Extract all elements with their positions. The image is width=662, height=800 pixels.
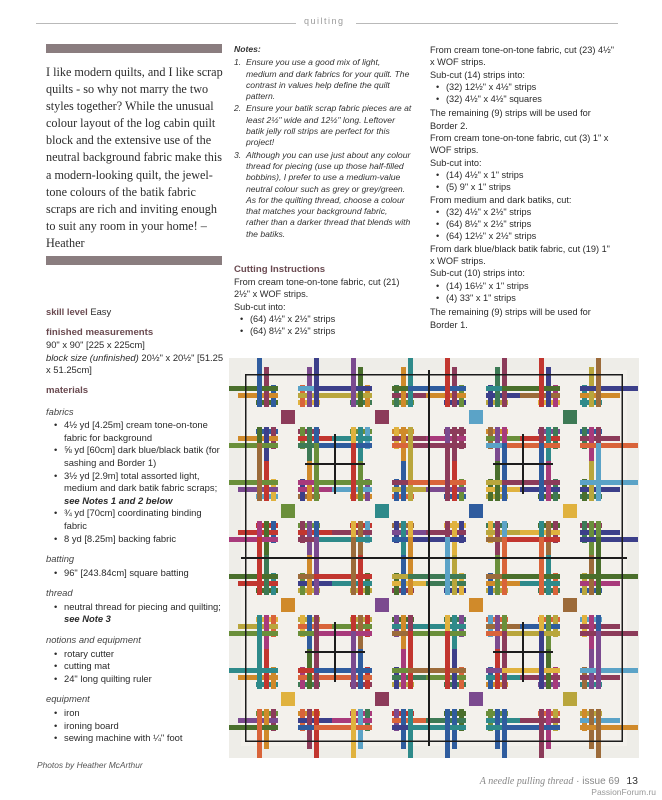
fabrics-list <box>46 419 224 545</box>
cutting-continued-column <box>430 44 615 331</box>
thread-list <box>46 601 224 626</box>
quilt-patch <box>596 443 601 501</box>
finished-size: 90" x 90" [225 x 225cm] <box>46 339 145 351</box>
quilt-patch <box>257 709 262 758</box>
list-item: • cutting mat <box>54 660 224 673</box>
quilt-patch <box>563 692 577 706</box>
list-item: • ironing board <box>54 720 224 733</box>
quilt-patch <box>314 725 372 730</box>
quilt-patch <box>408 386 466 391</box>
list-item: • neutral thread for piecing and quilting; see Note 3 <box>54 601 224 626</box>
quilt-patch <box>351 709 356 758</box>
quilt-patch <box>229 537 278 542</box>
quilt-patch <box>502 443 560 448</box>
list-item: • 24" long quilting ruler <box>54 673 224 686</box>
quilt-patch <box>314 537 319 595</box>
quilt-patch <box>408 631 413 689</box>
photo-credit: Photos by Heather McArthur <box>37 760 143 770</box>
page-number: 13 <box>626 775 638 787</box>
cut-paragraph: From dark blue/black batik fabric, cut (19) 1" x WOF strips. <box>430 243 610 267</box>
quilt-patch <box>622 374 624 742</box>
notions-list <box>46 648 224 686</box>
note-item: 1. Ensure you use a good mix of light, medium and dark fabrics for your quilt. The contrast in values help define the quilt pattern. <box>234 57 410 102</box>
quilt-patch <box>314 574 372 579</box>
list-item: • (32) 12½" x 4½" strips <box>436 81 615 93</box>
quilt-patch <box>522 622 524 682</box>
quilt-patch <box>563 410 577 424</box>
quilt-patch <box>445 443 450 501</box>
quilt-patch <box>469 504 483 518</box>
quilt-patch <box>502 537 560 542</box>
thread-label: thread <box>46 587 73 599</box>
quilt-patch <box>351 443 356 501</box>
quilt-patch <box>375 504 389 518</box>
quilt-patch <box>539 631 544 689</box>
pull-quote-top-bar <box>46 44 222 53</box>
cutting-list <box>234 313 414 337</box>
equipment-list <box>46 707 224 745</box>
quilt-patch <box>351 358 356 407</box>
list-item: • (5) 9" x 1" strips <box>436 181 615 193</box>
quilt-patch <box>257 537 262 595</box>
issue-number: · issue 69 <box>576 776 620 787</box>
quilt-patch <box>408 709 413 758</box>
list-item: • 4½ yd [4.25m] cream tone-on-tone fabric for background <box>54 419 224 444</box>
thread-note: see Note 3 <box>64 613 111 625</box>
cut-paragraph: From medium and dark batiks, cut: <box>430 194 572 205</box>
cut-paragraph: The remaining (9) strips will be used for Border 1. <box>430 307 591 330</box>
cut-paragraph: Sub-cut (10) strips into: <box>430 268 525 279</box>
intro-pull-quote: I like modern quilts, and I like scrap quilts - so why not marry the two styles together? While the unusual colour layout of the log cabin quilt block and the extensive use of the neutral background fabric make this a modern-looking quilt, the jewel-tone colours of the batik fabric scraps are rich and inviting enough to suit any room in your home! – Heather <box>46 65 223 250</box>
page-footer <box>480 775 638 787</box>
list-item: • (4) 33" x 1" strips <box>436 292 615 304</box>
quilt-patch <box>281 598 295 612</box>
quilt-patch <box>241 557 627 559</box>
materials-column <box>46 306 224 745</box>
quilt-patch <box>314 386 372 391</box>
cutting-intro: From cream tone-on-tone fabric, cut (21) 2½" x WOF strips. <box>234 277 400 300</box>
quilt-patch <box>245 374 247 742</box>
quilt-patch <box>445 358 450 407</box>
quilt-patch <box>229 668 278 673</box>
quilt-patch <box>502 574 560 579</box>
quilt-patch <box>596 709 601 758</box>
cutting-heading: Cutting Instructions <box>234 264 326 275</box>
quilt-patch <box>580 725 638 730</box>
quilt-patch <box>580 443 638 448</box>
quilt-patch <box>502 480 560 485</box>
cut-list <box>430 280 615 305</box>
magazine-brand: A needle pulling thread <box>479 776 574 787</box>
list-item: • 96" [243.84cm] square batting <box>54 567 224 580</box>
quilt-patch <box>408 725 466 730</box>
quilt-patch <box>351 537 356 595</box>
quilt-patch <box>502 725 560 730</box>
quilt-patch <box>445 709 450 758</box>
quilt-patch <box>580 668 638 673</box>
section-tag <box>0 14 662 34</box>
skill-level: skill level Easy <box>46 306 112 317</box>
quilt-patch <box>408 537 466 542</box>
cut-paragraph: Sub-cut into: <box>430 157 482 168</box>
quilt-patch <box>596 358 601 407</box>
list-item: • iron <box>54 707 224 720</box>
quilt-patch <box>408 443 466 448</box>
cutting-instructions <box>234 264 414 337</box>
quilt-patch <box>408 574 466 579</box>
quilt-patch <box>502 631 507 689</box>
quilt-patch <box>314 358 319 407</box>
block-size: block size (unfinished) 20½" x 20½" [51.25 x 51.25cm] <box>46 351 224 376</box>
quilt-patch <box>580 480 638 485</box>
cut-paragraph: Sub-cut (14) strips into: <box>430 69 525 80</box>
quilt-patch <box>408 480 466 485</box>
quilt-patch <box>596 537 601 595</box>
quilt-patch <box>257 443 262 501</box>
list-item: • ⅝ yd [60cm] dark blue/black batik (for sashing and Border 1) <box>54 444 224 469</box>
quilt-patch <box>469 692 483 706</box>
quilt-patch <box>502 631 560 636</box>
quilt-patch <box>502 386 560 391</box>
quilt-patch <box>229 480 278 485</box>
quilt-patch <box>257 631 262 689</box>
quilt-patch <box>580 631 638 636</box>
quilt-patch <box>314 443 372 448</box>
list-item: • (64) 8½" x 2½" strips <box>240 325 414 337</box>
quilt-patch <box>314 443 319 501</box>
equipment-label: equipment <box>46 693 90 705</box>
quilt-patch <box>334 434 336 494</box>
quilt-patch <box>229 443 278 448</box>
quilt-patch <box>257 358 262 407</box>
quilt-patch <box>334 622 336 682</box>
quilt-patch <box>408 443 413 501</box>
list-item: • (64) 4½" x 2½" strips <box>240 313 414 325</box>
quilt-patch <box>580 537 638 542</box>
quilt-patch <box>502 709 507 758</box>
quilt-patch <box>314 480 372 485</box>
quilt-patch <box>281 692 295 706</box>
quilt-patch <box>281 504 295 518</box>
materials-heading: materials <box>46 384 89 396</box>
quilt-patch <box>375 410 389 424</box>
quilt-patch <box>580 386 638 391</box>
quilt-patch <box>522 434 524 494</box>
quilt-patch <box>502 537 507 595</box>
quilt-patch <box>229 631 278 636</box>
quilt-photo <box>229 358 639 758</box>
notes-heading: Notes: <box>234 44 261 54</box>
quilt-patch <box>563 598 577 612</box>
quilt-patch <box>314 631 372 636</box>
quilt-patch <box>445 537 450 595</box>
list-item: • (32) 4½" x 4½" squares <box>436 93 615 105</box>
cut-paragraph: From cream tone-on-tone fabric, cut (23) 4½" x WOF strips. <box>430 45 615 68</box>
cutting-subcut: Sub-cut into: <box>234 301 286 312</box>
notes-block <box>234 44 412 241</box>
batting-label: batting <box>46 553 75 565</box>
notes-list <box>234 57 412 240</box>
quilt-patch <box>580 574 638 579</box>
quilt-patch <box>229 574 278 579</box>
note-item: 2. Ensure your batik scrap fabric pieces are at least 2½" wide and 12½" long. Leftover batik jelly roll strips are perfect for this project! <box>234 103 412 148</box>
cut-paragraph: From cream tone-on-tone fabric, cut (3) 1" x WOF strips. <box>430 133 609 156</box>
cut-list <box>430 206 615 243</box>
list-item: • ¾ yd [70cm] coordinating binding fabric <box>54 507 224 532</box>
notions-label: notions and equipment <box>46 634 141 646</box>
list-item: • (14) 4½" x 1" strips <box>436 169 615 181</box>
quilt-patch <box>245 374 623 376</box>
quilt-patch <box>281 410 295 424</box>
list-item: • (64) 12½" x 2½" strips <box>436 230 615 242</box>
quilt-patch <box>408 358 413 407</box>
quilt-patch <box>314 668 372 673</box>
quilt-patch <box>314 631 319 689</box>
list-item: • (14) 16½" x 1" strips <box>436 280 615 292</box>
quilt-patch <box>539 537 544 595</box>
quilt-patch <box>539 358 544 407</box>
quilt-patch <box>539 709 544 758</box>
quilt-patch <box>408 537 413 595</box>
list-item: • (32) 4½" x 2½" strips <box>436 206 615 218</box>
cut-list <box>430 169 615 194</box>
quilt-patch <box>596 631 601 689</box>
quilt-patch <box>229 725 278 730</box>
finished-heading: finished measurements <box>46 326 154 338</box>
quilt-patch <box>375 692 389 706</box>
section-tag-label: quilting <box>304 16 345 26</box>
quilt-patch <box>408 668 466 673</box>
fabrics-note: see Notes 1 and 2 below <box>64 494 173 506</box>
list-item: • 8 yd [8.25m] backing fabric <box>54 533 224 546</box>
quilt-patch <box>469 410 483 424</box>
quilt-patch <box>469 598 483 612</box>
quilt-patch <box>563 504 577 518</box>
quilt-patch <box>502 443 507 501</box>
list-item: • (64) 8½" x 2½" strips <box>436 218 615 230</box>
list-item: • rotary cutter <box>54 648 224 661</box>
quilt-patch <box>408 631 466 636</box>
watermark: PassionForum.ru <box>591 787 656 797</box>
cut-list <box>430 81 615 106</box>
quilt-patch <box>229 386 278 391</box>
quilt-patch <box>502 668 560 673</box>
cut-paragraph: The remaining (9) strips will be used for Border 2. <box>430 108 591 131</box>
quilt-patch <box>245 741 623 743</box>
quilt-illustration <box>229 358 639 758</box>
batting-list <box>46 567 224 580</box>
note-item: 3. Although you can use just about any colour thread for piecing (use up those half-filled bobbins), I prefer to use a medium-value neutral colour such as grey or grey/green. As for the quilting thread, choose a colour that matches your background fabric, rather than a darker thread that blends with the batiks. <box>234 149 411 239</box>
pull-quote-bottom-bar <box>46 256 222 265</box>
quilt-patch <box>314 709 319 758</box>
quilt-patch <box>502 358 507 407</box>
quilt-patch <box>314 537 372 542</box>
quilt-patch <box>351 631 356 689</box>
fabrics-label: fabrics <box>46 405 74 417</box>
list-item: • 3½ yd [2.9m] total assorted light, medium and dark batik fabric scraps; see Notes 1 and 2 below <box>54 470 224 508</box>
quilt-patch <box>375 598 389 612</box>
quilt-patch <box>539 443 544 501</box>
list-item: • sewing machine with ¼" foot <box>54 732 224 745</box>
quilt-patch <box>445 631 450 689</box>
